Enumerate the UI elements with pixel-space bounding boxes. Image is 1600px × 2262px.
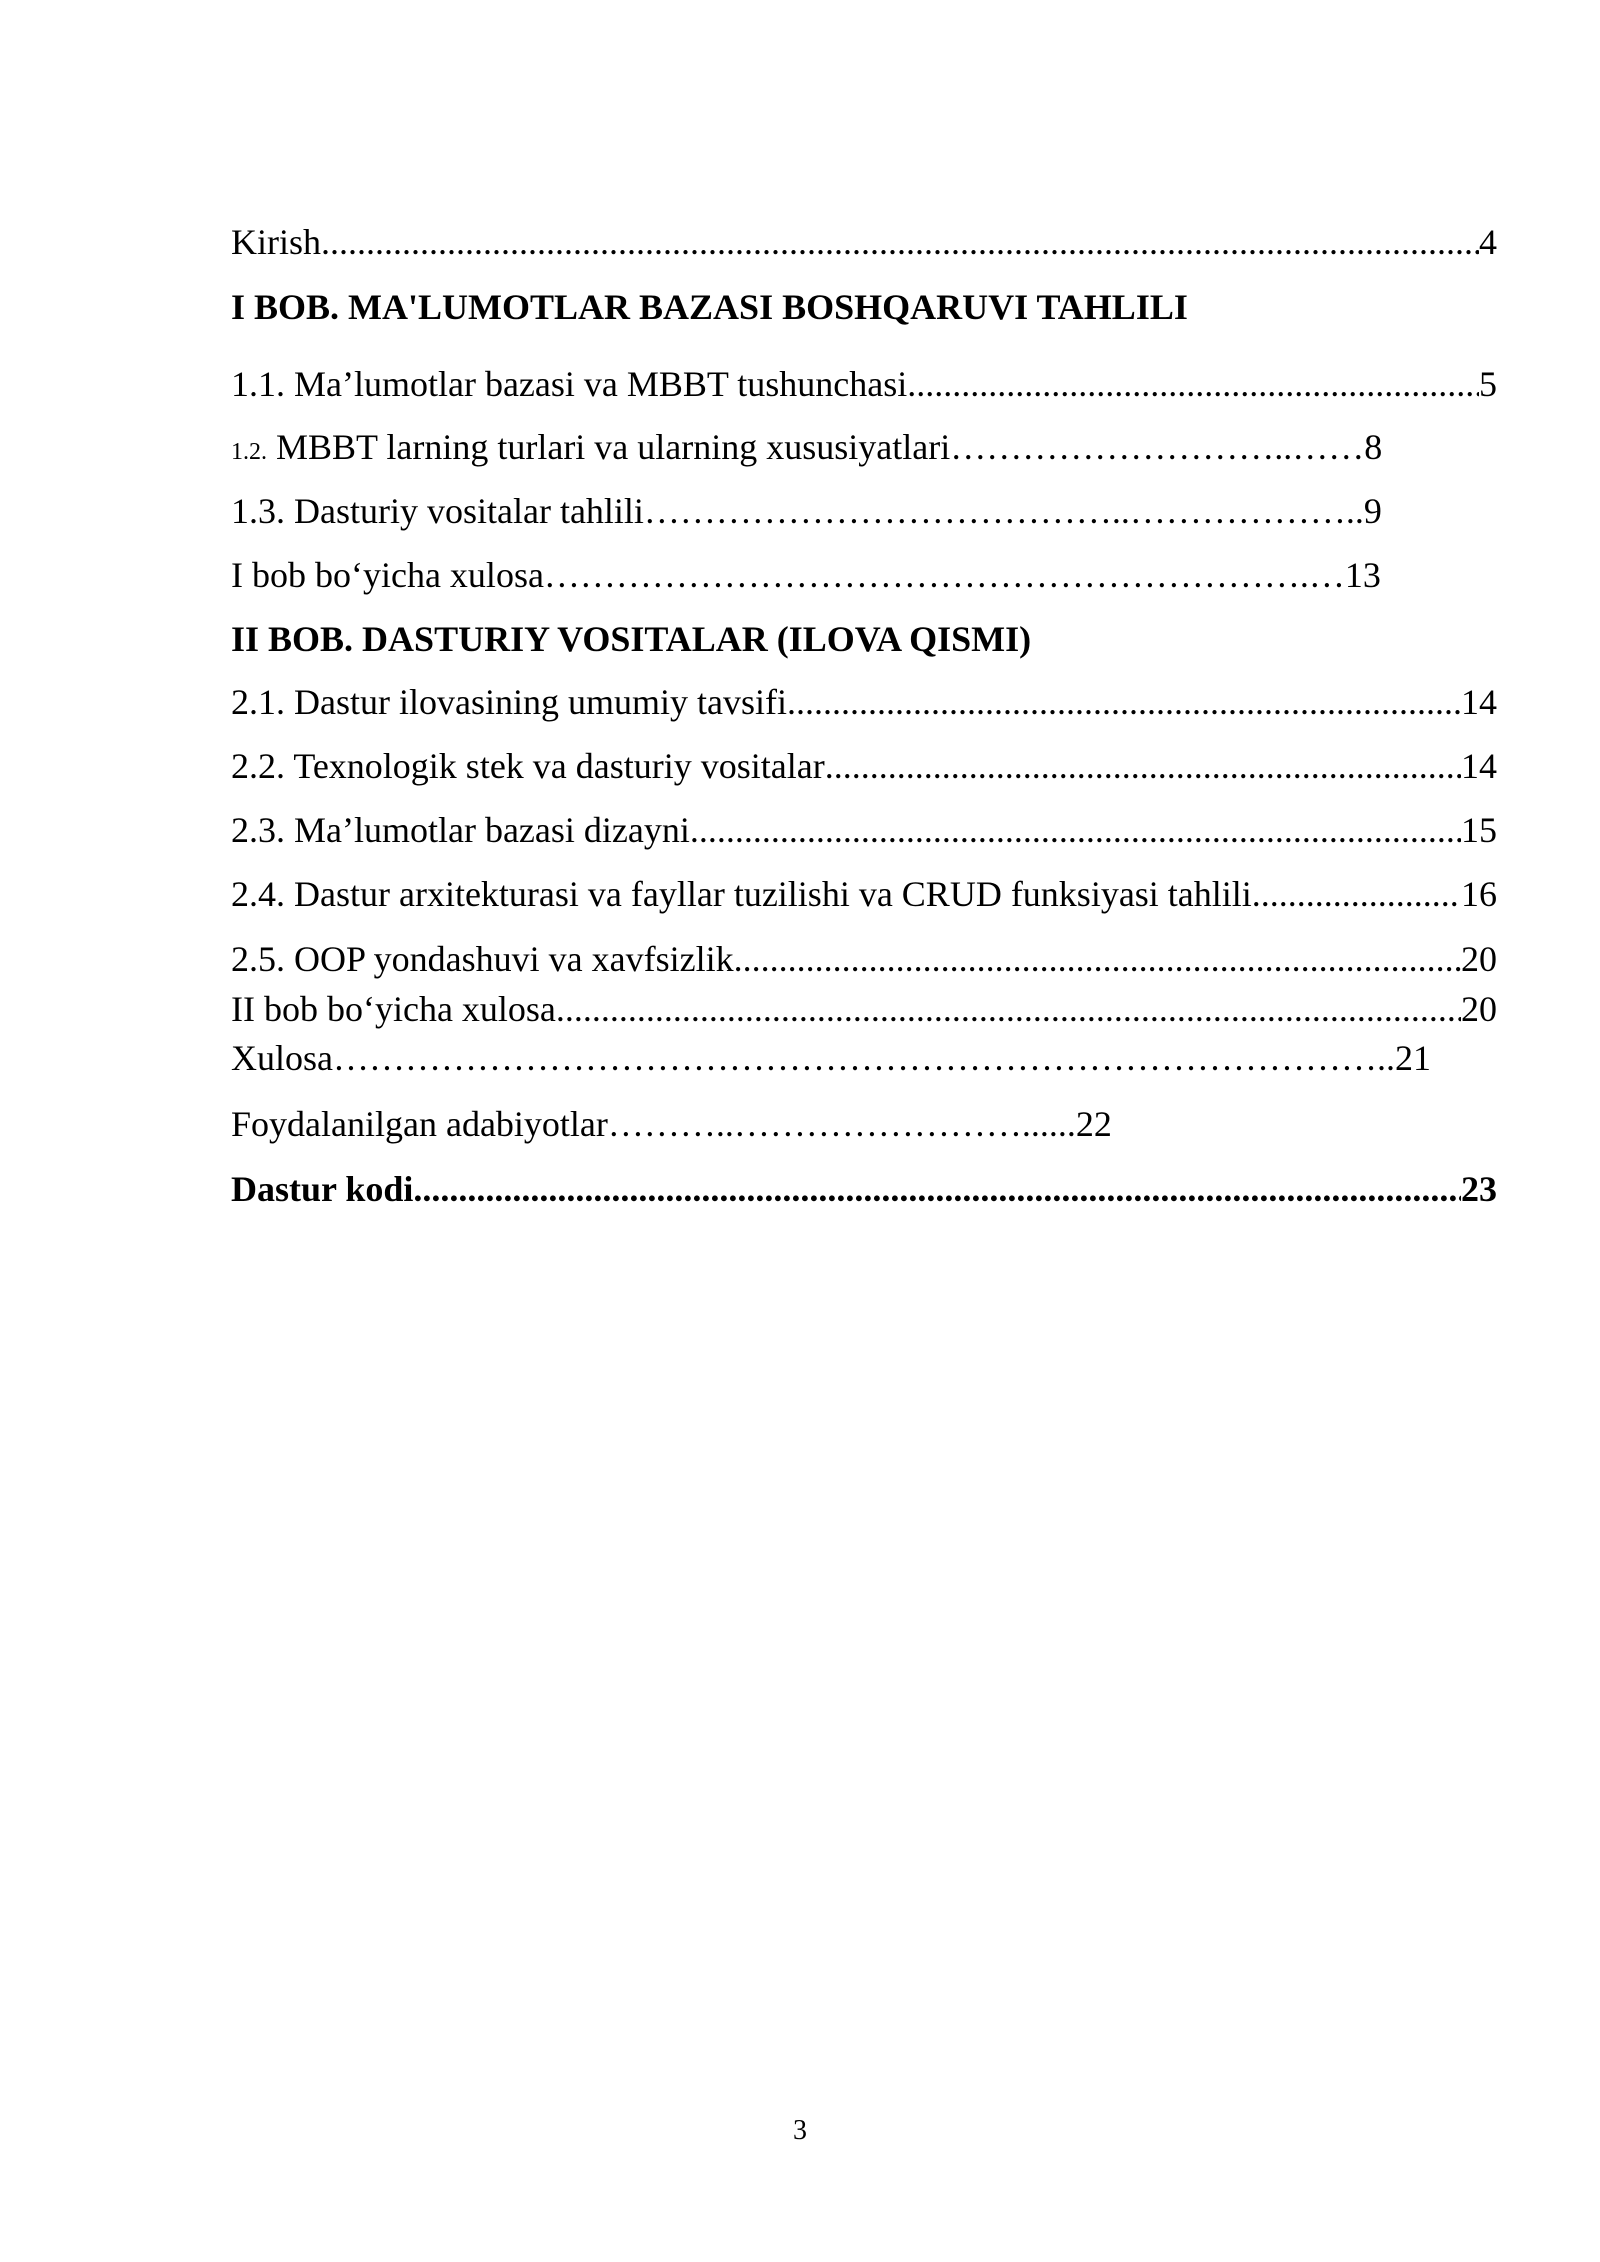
- dot-leader: [787, 678, 1461, 726]
- toc-entry-summary-1: I bob bo‘yicha xulosa……………………………………………………….…13: [231, 555, 1381, 595]
- toc-entry-1-2: [231, 423, 1497, 476]
- dot-leader: [556, 985, 1461, 1033]
- toc-entry-summary-2: [231, 985, 1497, 1033]
- toc-entry-page: 20: [1461, 989, 1497, 1029]
- toc-entry-2-1: [231, 678, 1497, 726]
- toc-entry-xulosa: Xulosa……………………………………………………………………………..21: [231, 1038, 1431, 1078]
- chapter-1-heading: I BOB. MA'LUMOTLAR BAZASI BOSHQARUVI TAHLILI: [231, 287, 1188, 327]
- toc-entry-label: Kirish: [231, 222, 321, 262]
- dot-leader: [1252, 870, 1461, 918]
- toc-entry-number: 1.2.: [231, 439, 267, 465]
- dot-leader: [321, 218, 1479, 266]
- dot-leader: [413, 1165, 1461, 1213]
- toc-entry-page: 14: [1461, 682, 1497, 722]
- toc-entry-page: 16: [1461, 874, 1497, 914]
- chapter-2-heading: II BOB. DASTURIY VOSITALAR (ILOVA QISMI): [231, 619, 1032, 659]
- toc-entry-page: 20: [1461, 939, 1497, 979]
- toc-entry-adabiyotlar: Foydalanilgan adabiyotlar………..……………………......22: [231, 1104, 1112, 1144]
- toc-entry-page: 15: [1461, 810, 1497, 850]
- toc-entry-page: 5: [1479, 364, 1497, 404]
- toc-entry-label: 2.5. OOP yondashuvi va xavfsizlik: [231, 939, 734, 979]
- toc-entry-label: II bob bo‘yicha xulosa: [231, 989, 556, 1029]
- toc-entry-page: 14: [1461, 746, 1497, 786]
- toc-entry-page: 23: [1461, 1169, 1497, 1209]
- toc-entry-text: MBBT larning turlari va ularning xususiyatlari………………………..……8: [267, 427, 1383, 467]
- toc-entry-1-3: 1.3. Dasturiy vositalar tahlili…………………………………..………………..9: [231, 491, 1382, 531]
- toc-entry-label: 2.1. Dastur ilovasining umumiy tavsifi: [231, 682, 787, 722]
- dot-leader: [734, 935, 1461, 983]
- dot-leader: [907, 360, 1479, 408]
- toc-entry-2-4: [231, 870, 1497, 918]
- toc-entry-2-3: [231, 806, 1497, 854]
- toc-entry-kirish: [231, 218, 1497, 266]
- page-number: 3: [793, 2115, 807, 2146]
- toc-entry-label: 2.2. Texnologik stek va dasturiy vositalar: [231, 746, 825, 786]
- toc-entry-2-2: [231, 742, 1497, 790]
- toc-entry-label: 1.1. Ma’lumotlar bazasi va MBBT tushunchasi: [231, 364, 908, 404]
- toc-entry-label: 2.3. Ma’lumotlar bazasi dizayni: [231, 810, 690, 850]
- dot-leader: [825, 742, 1461, 790]
- toc-entry-dastur-kodi: [231, 1165, 1497, 1213]
- toc-entry-page: 4: [1479, 222, 1497, 262]
- toc-entry-1-1: [231, 360, 1497, 408]
- dot-leader: [690, 806, 1461, 854]
- toc-entry-label: 2.4. Dastur arxitekturasi va fayllar tuzilishi va CRUD funksiyasi tahlili: [231, 874, 1252, 914]
- toc-entry-2-5: [231, 935, 1497, 983]
- toc-entry-label: Dastur kodi: [231, 1169, 414, 1209]
